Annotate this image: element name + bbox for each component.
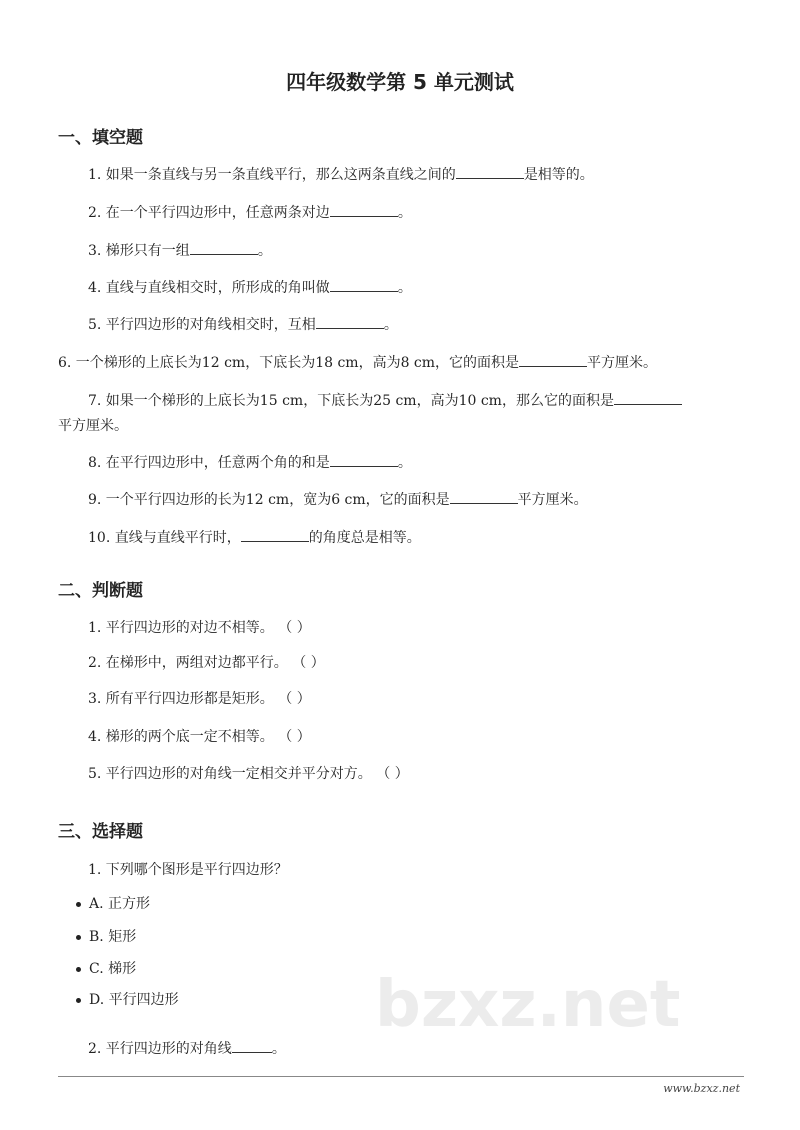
fill-question-8: 8. 在平行四边形中，任意两个角的和是 。 — [88, 452, 412, 473]
section-heading-choice: 三、选择题 — [58, 822, 143, 842]
fill-question-4: 4. 直线与直线相交时，所形成的角叫做 。 — [88, 277, 412, 298]
fill-question-9: 9. 一个平行四边形的长为12 cm，宽为6 cm，它的面积是 平方厘米。 — [88, 489, 588, 510]
page-title: 四年级数学第 5 单元测试 — [286, 70, 514, 94]
judge-question-3: 3. 所有平行四边形都是矩形。 （ ） — [88, 691, 311, 707]
section-heading-judge: 二、判断题 — [58, 581, 143, 601]
judge-question-1: 1. 平行四边形的对边不相等。 （ ） — [88, 620, 311, 636]
bullet-icon — [76, 998, 81, 1003]
choice-question-1: 1. 下列哪个图形是平行四边形？ — [88, 862, 288, 878]
choice-option-a: A. 正方形 — [76, 894, 150, 914]
judge-question-4: 4. 梯形的两个底一定不相等。 （ ） — [88, 729, 311, 745]
fill-question-1: 1. 如果一条直线与另一条直线平行，那么这两条直线之间的 是相等的。 — [88, 164, 594, 185]
choice-option-d: D. 平行四边形 — [76, 990, 179, 1010]
bullet-icon — [76, 902, 81, 907]
fill-question-5: 5. 平行四边形的对角线相交时，互相 。 — [88, 314, 398, 335]
fill-question-10: 10. 直线与直线平行时， 的角度总是相等。 — [88, 527, 421, 548]
judge-question-5: 5. 平行四边形的对角线一定相交并平分对方。 （ ） — [88, 766, 409, 782]
choice-option-c: C. 梯形 — [76, 959, 136, 979]
fill-question-2: 2. 在一个平行四边形中，任意两条对边 。 — [88, 202, 412, 223]
watermark: bzxz.net — [375, 968, 681, 1042]
bullet-icon — [76, 967, 81, 972]
fill-question-3: 3. 梯形只有一组 。 — [88, 240, 272, 261]
footer-divider — [58, 1076, 744, 1077]
judge-question-2: 2. 在梯形中，两组对边都平行。 （ ） — [88, 655, 325, 671]
fill-question-7: 7. 如果一个梯形的上底长为15 cm，下底长为25 cm，高为10 cm，那么它的面积是 平方厘米。 — [88, 389, 744, 439]
choice-option-b: B. 矩形 — [76, 927, 136, 947]
section-heading-fill: 一、填空题 — [58, 128, 143, 148]
bullet-icon — [76, 935, 81, 940]
choice-question-2: 2. 平行四边形的对角线 。 — [88, 1038, 286, 1059]
footer-url: www.bzxz.net — [663, 1082, 740, 1095]
fill-question-6: 6. 一个梯形的上底长为12 cm，下底长为18 cm，高为8 cm，它的面积是 平方厘米。 — [58, 352, 657, 373]
